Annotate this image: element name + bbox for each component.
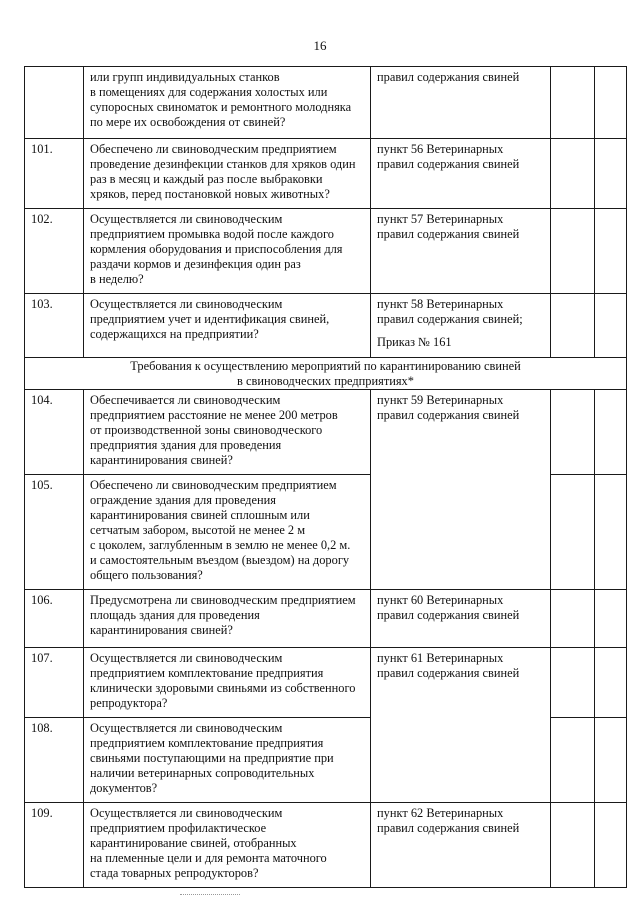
reference-cell — [371, 209, 551, 294]
reference-cell — [371, 139, 551, 209]
question-line: предприятием учет и идентификация свиней, — [90, 312, 330, 326]
question-line: стада товарных репродукторов? — [90, 866, 259, 880]
scan-artifact — [180, 892, 240, 895]
row-number: 101. — [25, 139, 84, 209]
reference-line: правил содержания свиней — [377, 157, 520, 171]
checklist-table — [24, 66, 627, 888]
section-title: Требования к осуществлению мероприятий по карантинированию свиней в свиноводческих предприятиях* — [25, 358, 627, 390]
question-line: Осуществляется ли свиноводческим — [90, 806, 283, 820]
question-line: проведение дезинфекции станков для хряков один — [90, 157, 356, 171]
row-number: 108. — [25, 718, 84, 803]
reference-line: пункт 56 Ветеринарных — [377, 142, 504, 156]
row-number: 103. — [25, 294, 84, 358]
question-line: хряков, перед постановкой новых животных? — [90, 187, 330, 201]
question-cell — [84, 294, 371, 358]
reference-line: правил содержания свиней — [377, 666, 520, 680]
reference-line: правил содержания свиней — [377, 227, 520, 241]
question-line: клинически здоровыми свиньями из собственного — [90, 681, 356, 695]
answer-yes-cell — [551, 648, 595, 718]
reference-line: правил содержания свиней — [377, 70, 520, 84]
question-line: Осуществляется ли свиноводческим — [90, 297, 283, 311]
row-number: 104. — [25, 390, 84, 475]
question-line: свиньями поступающими на предприятие при — [90, 751, 334, 765]
reference-line: пункт 61 Ветеринарных — [377, 651, 504, 665]
reference-line: пункт 58 Ветеринарных — [377, 297, 504, 311]
answer-no-cell — [595, 67, 627, 139]
question-line: сетчатым забором, высотой не менее 2 м — [90, 523, 306, 537]
answer-yes-cell — [551, 139, 595, 209]
question-cell — [84, 390, 371, 475]
answer-yes-cell — [551, 390, 595, 475]
answer-no-cell — [595, 475, 627, 590]
question-line: и самостоятельным въездом (выездом) на дорогу — [90, 553, 350, 567]
question-line: предприятием расстояние не менее 200 метров — [90, 408, 338, 422]
question-line: предприятием промывка водой после каждого — [90, 227, 334, 241]
question-line: или групп индивидуальных станков — [90, 70, 280, 84]
question-cell — [84, 67, 371, 139]
question-line: от производственной зоны свиноводческого — [90, 423, 323, 437]
answer-no-cell — [595, 803, 627, 888]
answer-no-cell — [595, 648, 627, 718]
question-cell — [84, 803, 371, 888]
question-line: предприятия здания для проведения — [90, 438, 282, 452]
row-number: 102. — [25, 209, 84, 294]
table-row — [25, 294, 627, 358]
row-number: 109. — [25, 803, 84, 888]
question-line: Осуществляется ли свиноводческим — [90, 212, 283, 226]
row-number: 105. — [25, 475, 84, 590]
question-line: супоросных свиноматок и ремонтного молодняка — [90, 100, 352, 114]
section-header-row — [25, 358, 627, 390]
question-line: в неделю? — [90, 272, 144, 286]
row-number: 106. — [25, 590, 84, 648]
question-line: общего пользования? — [90, 568, 203, 582]
question-line: на племенные цели и для ремонта маточного — [90, 851, 327, 865]
reference-cell — [371, 648, 551, 803]
reference-line: пункт 59 Ветеринарных — [377, 393, 504, 407]
question-line: Осуществляется ли свиноводческим — [90, 651, 283, 665]
reference-cell — [371, 590, 551, 648]
table-row — [25, 67, 627, 139]
question-line: кормления оборудования и приспособления для — [90, 242, 343, 256]
question-line: карантинирование свиней, отобранных — [90, 836, 297, 850]
question-line: документов? — [90, 781, 158, 795]
reference-line: правил содержания свиней — [377, 608, 520, 622]
answer-no-cell — [595, 294, 627, 358]
row-number: 107. — [25, 648, 84, 718]
question-line: Осуществляется ли свиноводческим — [90, 721, 283, 735]
answer-no-cell — [595, 209, 627, 294]
question-cell — [84, 648, 371, 718]
table-row — [25, 139, 627, 209]
question-line: раздачи кормов и дезинфекция один раз — [90, 257, 301, 271]
table-row — [25, 590, 627, 648]
question-line: наличии ветеринарных сопроводительных — [90, 766, 315, 780]
answer-no-cell — [595, 590, 627, 648]
question-line: карантинирования свиней? — [90, 623, 233, 637]
question-line: ограждение здания для проведения — [90, 493, 276, 507]
answer-yes-cell — [551, 590, 595, 648]
reference-line: правил содержания свиней; — [377, 312, 523, 326]
question-line: предприятием комплектование предприятия — [90, 666, 324, 680]
question-line: площадь здания для проведения — [90, 608, 260, 622]
answer-no-cell — [595, 390, 627, 475]
question-line: по мере их освобождения от свиней? — [90, 115, 286, 129]
row-number — [25, 67, 84, 139]
table-row — [25, 209, 627, 294]
question-line: репродуктора? — [90, 696, 168, 710]
answer-yes-cell — [551, 209, 595, 294]
reference-line: правил содержания свиней — [377, 821, 520, 835]
reference-line — [377, 327, 544, 335]
question-line: Предусмотрена ли свиноводческим предприятием — [90, 593, 356, 607]
table-row — [25, 390, 627, 475]
answer-yes-cell — [551, 803, 595, 888]
answer-yes-cell — [551, 294, 595, 358]
question-cell — [84, 718, 371, 803]
reference-line: правил содержания свиней — [377, 408, 520, 422]
question-cell — [84, 590, 371, 648]
question-line: Обеспечивается ли свиноводческим — [90, 393, 281, 407]
reference-cell — [371, 294, 551, 358]
table-row — [25, 803, 627, 888]
reference-cell — [371, 390, 551, 590]
answer-no-cell — [595, 139, 627, 209]
question-line: предприятием комплектование предприятия — [90, 736, 324, 750]
answer-no-cell — [595, 718, 627, 803]
reference-line: пункт 60 Ветеринарных — [377, 593, 504, 607]
question-line: с цоколем, заглубленным в землю не менее 0,2 м. — [90, 538, 351, 552]
page-number: 16 — [313, 38, 327, 53]
answer-yes-cell — [551, 718, 595, 803]
question-cell — [84, 209, 371, 294]
reference-line: пункт 57 Ветеринарных — [377, 212, 504, 226]
question-line: Обеспечено ли свиноводческим предприятием — [90, 478, 337, 492]
question-line: содержащихся на предприятии? — [90, 327, 259, 341]
reference-cell — [371, 67, 551, 139]
question-line: предприятием профилактическое — [90, 821, 267, 835]
answer-yes-cell — [551, 475, 595, 590]
question-line: карантинирования свиней сплошным или — [90, 508, 310, 522]
reference-cell — [371, 803, 551, 888]
question-cell — [84, 475, 371, 590]
reference-line: пункт 62 Ветеринарных — [377, 806, 504, 820]
reference-line: Приказ № 161 — [377, 335, 452, 349]
question-line: карантинирования свиней? — [90, 453, 233, 467]
question-line: раз в месяц и каждый раз после выбраковки — [90, 172, 323, 186]
answer-yes-cell — [551, 67, 595, 139]
question-line: в помещениях для содержания холостых или — [90, 85, 328, 99]
table-row — [25, 648, 627, 718]
question-cell — [84, 139, 371, 209]
question-line: Обеспечено ли свиноводческим предприятием — [90, 142, 337, 156]
